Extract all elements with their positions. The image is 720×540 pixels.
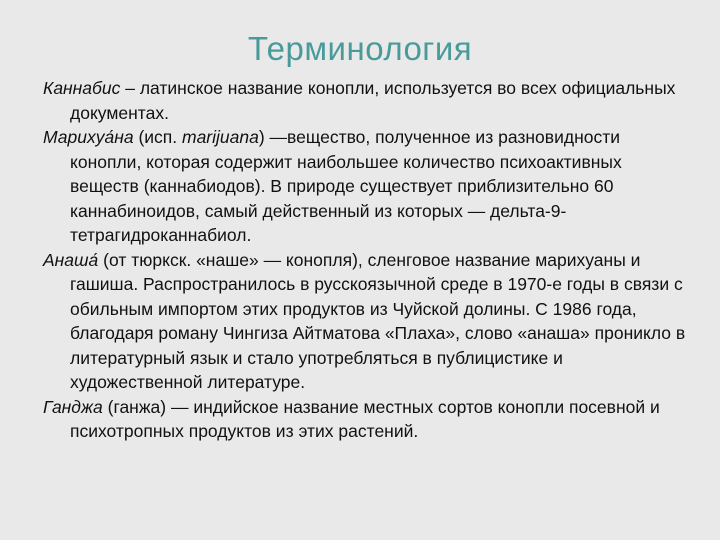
definition-ganja: (ганжа) — индийское название местных сортов конопли посевной и психотропных продуктов из этих растений. <box>70 396 660 441</box>
definition-marijuana: ) —вещество, полученное из разновидности конопли, которая содержит наибольшее количество психоактивных веществ (каннабиодов). В природе существует приблизительно 60 каннабиноидов, самый действенный из которых — дельта-9-тетрагидроканнабиол. <box>70 127 622 245</box>
marijuana-spanish-word: marijuana <box>182 127 259 147</box>
paragraph-anasha <box>43 248 693 395</box>
paragraph-cannabis <box>43 76 693 125</box>
term-marijuana: Марихуа́на <box>43 127 134 147</box>
term-ganja: Ганджа <box>43 396 103 417</box>
paragraph-marijuana <box>43 125 693 248</box>
slide-title: Терминология <box>247 30 473 67</box>
term-cannabis: Каннабис <box>43 78 121 98</box>
term-anasha: Анаша́ <box>43 249 99 270</box>
definition-marijuana-prefix: (исп. <box>133 127 182 147</box>
paragraph-ganja <box>43 395 693 444</box>
definition-anasha: (от тюркск. «наше» — конопля), сленговое название марихуаны и гашиша. Распространилось в русскоязычной среде в 1970-е годы в связи с обильным импортом этих продуктов из Чуйской долины. С 1986 года, благодаря роману Чингиза Айтматова «Плаха», слово «анаша» проникло в литературный язык и стало употребляться в публицистике и художественной литературе. <box>70 249 686 392</box>
slide-body <box>43 76 693 444</box>
definition-cannabis: – латинское название конопли, используется во всех официальных документах. <box>70 78 676 123</box>
